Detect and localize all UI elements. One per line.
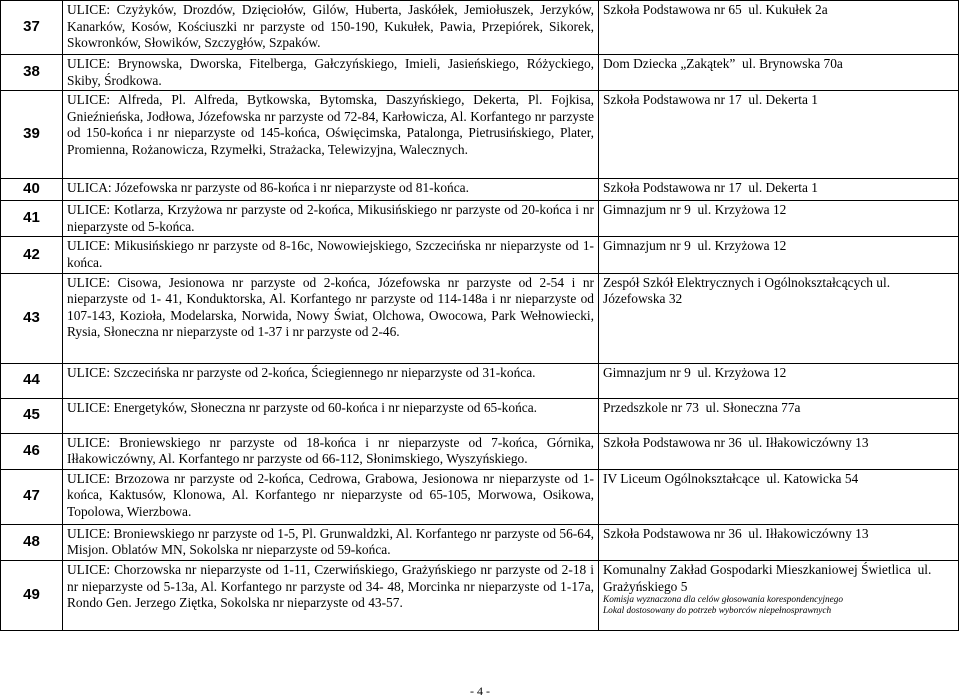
district-number: 43	[1, 273, 63, 363]
district-streets: ULICE: Broniewskiego nr parzyste od 18-końca i nr nieparzyste od 7-końca, Górnika, Iłłakowiczówny, Al. Korfantego nr parzyste od 66-112, Słonimskiego, Wyszyńskiego.	[63, 433, 599, 469]
district-table-body	[1, 1, 959, 631]
polling-station	[599, 560, 959, 630]
polling-station	[599, 469, 959, 524]
polling-station-address: IV Liceum Ogólnokształcące ul. Katowicka 54	[603, 470, 859, 486]
polling-station	[599, 179, 959, 201]
polling-station-address: Komunalny Zakład Gospodarki Mieszkaniowej Świetlica ul. Grażyńskiego 5	[603, 561, 935, 594]
district-streets: ULICE: Cisowa, Jesionowa nr parzyste od 2-końca, Józefowska nr parzyste od 2-54 i nr nieparzyste od 1- 41, Konduktorska, Al. Korfantego nr parzyste od 114-148a i nr nieparzyste od 107-143, Kozioła, Modelarska, Norwida, Nowy Świat, Olchowa, Owocowa, Park Wełnowiecki, Rysia, Słoneczna nr nieparzyste od 1-37 i nr parzyste od 2-46.	[63, 273, 599, 363]
district-number: 45	[1, 398, 63, 433]
table-row	[1, 469, 959, 524]
district-streets: ULICE: Broniewskiego nr parzyste od 1-5, Pl. Grunwaldzki, Al. Korfantego nr parzyste od 56-64, Misjon. Oblatów MN, Sokolska nr nieparzyste od 59-końca.	[63, 524, 599, 560]
table-row	[1, 398, 959, 433]
district-streets: ULICE: Szczecińska nr parzyste od 2-końca, Ściegiennego nr nieparzyste od 31-końca.	[63, 363, 599, 398]
district-streets: ULICA: Józefowska nr parzyste od 86-końca i nr nieparzyste od 81-końca.	[63, 179, 599, 201]
table-row	[1, 91, 959, 179]
district-number: 39	[1, 91, 63, 179]
district-number: 47	[1, 469, 63, 524]
polling-station-note: Lokal dostosowany do potrzeb wyborców niepełnosprawnych	[603, 606, 832, 617]
polling-station	[599, 273, 959, 363]
polling-station-address: Gimnazjum nr 9 ul. Krzyżowa 12	[603, 364, 787, 380]
polling-station-address: Szkoła Podstawowa nr 17 ul. Dekerta 1	[603, 180, 818, 196]
district-streets: ULICE: Mikusińskiego nr parzyste od 8-16c, Nowowiejskiego, Szczecińska nr nieparzyste od 1-końca.	[63, 237, 599, 273]
polling-station	[599, 363, 959, 398]
polling-station	[599, 398, 959, 433]
table-row	[1, 237, 959, 273]
table-row	[1, 433, 959, 469]
district-streets: ULICE: Chorzowska nr nieparzyste od 1-11, Czerwińskiego, Grażyńskiego nr parzyste od 2-18 i nr nieparzyste od 5-13a, Al. Korfantego nr parzyste od 34- 48, Morcinka nr nieparzyste od 1-17a, Rondo Gen. Jerzego Ziętka, Sokolska nr nieparzyste od 43-57.	[63, 560, 599, 630]
district-streets: ULICE: Czyżyków, Drozdów, Dzięciołów, Gilów, Huberta, Jaskółek, Jemiołuszek, Jerzyków, Kanarków, Kosów, Kościuszki nr parzyste od 150-190, Kukułek, Pawia, Przepiórek, Sikorek, Skowronków, Słowików, Szczygłów, Szpaków.	[63, 1, 599, 55]
polling-station	[599, 433, 959, 469]
polling-station-address: Gimnazjum nr 9 ul. Krzyżowa 12	[603, 238, 787, 254]
polling-station-address: Szkoła Podstawowa nr 17 ul. Dekerta 1	[603, 92, 818, 108]
district-number: 46	[1, 433, 63, 469]
district-streets: ULICE: Alfreda, Pl. Alfreda, Bytkowska, Bytomska, Daszyńskiego, Dekerta, Pl. Fojkisa, Gnieźnieńska, Jodłowa, Józefowska nr parzyste od 72-84, Karłowicza, Al. Korfantego nr parzyste od 150-końca i nr nieparzyste od 145-końca, Oświęcimska, Patalonga, Pietrusińskiego, Plater, Promienna, Rożanowicza, Rzymełki, Strażacka, Telewizyjna, Walecznych.	[63, 91, 599, 179]
polling-station	[599, 1, 959, 55]
table-row	[1, 273, 959, 363]
table-row	[1, 1, 959, 55]
polling-station-address: Przedszkole nr 73 ul. Słoneczna 77a	[603, 399, 801, 415]
district-number: 49	[1, 560, 63, 630]
page-number: - 4 -	[470, 684, 490, 698]
polling-station	[599, 201, 959, 237]
district-number: 38	[1, 55, 63, 91]
district-number: 48	[1, 524, 63, 560]
district-streets: ULICE: Brynowska, Dworska, Fitelberga, Gałczyńskiego, Imieli, Jasieńskiego, Różyckiego, Skiby, Środkowa.	[63, 55, 599, 91]
table-row	[1, 363, 959, 398]
polling-station-address: Szkoła Podstawowa nr 36 ul. Iłłakowiczówny 13	[603, 434, 869, 450]
table-row	[1, 560, 959, 630]
district-streets: ULICE: Energetyków, Słoneczna nr parzyste od 60-końca i nr nieparzyste od 65-końca.	[63, 398, 599, 433]
polling-station	[599, 524, 959, 560]
polling-station-address: Szkoła Podstawowa nr 36 ul. Iłłakowiczówny 13	[603, 525, 869, 541]
polling-station-address: Gimnazjum nr 9 ul. Krzyżowa 12	[603, 202, 787, 218]
table-row	[1, 55, 959, 91]
district-number: 37	[1, 1, 63, 55]
polling-station-address: Szkoła Podstawowa nr 65 ul. Kukułek 2a	[603, 2, 828, 17]
polling-station-note: Komisja wyznaczona dla celów głosowania korespondencyjnego	[603, 595, 844, 606]
district-number: 42	[1, 237, 63, 273]
table-row	[1, 179, 959, 201]
district-number: 40	[1, 179, 63, 201]
polling-station	[599, 237, 959, 273]
polling-station	[599, 55, 959, 91]
polling-station	[599, 91, 959, 179]
polling-station-address: Dom Dziecka „Zakątek” ul. Brynowska 70a	[603, 56, 843, 71]
district-streets: ULICE: Kotlarza, Krzyżowa nr parzyste od 2-końca, Mikusińskiego nr parzyste od 20-końca i nr nieparzyste od 5-końca.	[63, 201, 599, 237]
polling-station-address: Zespół Szkół Elektrycznych i Ogólnokształcących ul. Józefowska 32	[603, 274, 894, 307]
district-streets: ULICE: Brzozowa nr parzyste od 2-końca, Cedrowa, Grabowa, Jesionowa nr nieparzyste od 1-końca, Kaktusów, Klonowa, Al. Korfantego nr nieparzyste od 65-105, Morwowa, Osikowa, Topolowa, Wierzbowa.	[63, 469, 599, 524]
table-row	[1, 524, 959, 560]
district-number: 44	[1, 363, 63, 398]
district-number: 41	[1, 201, 63, 237]
table-row	[1, 201, 959, 237]
